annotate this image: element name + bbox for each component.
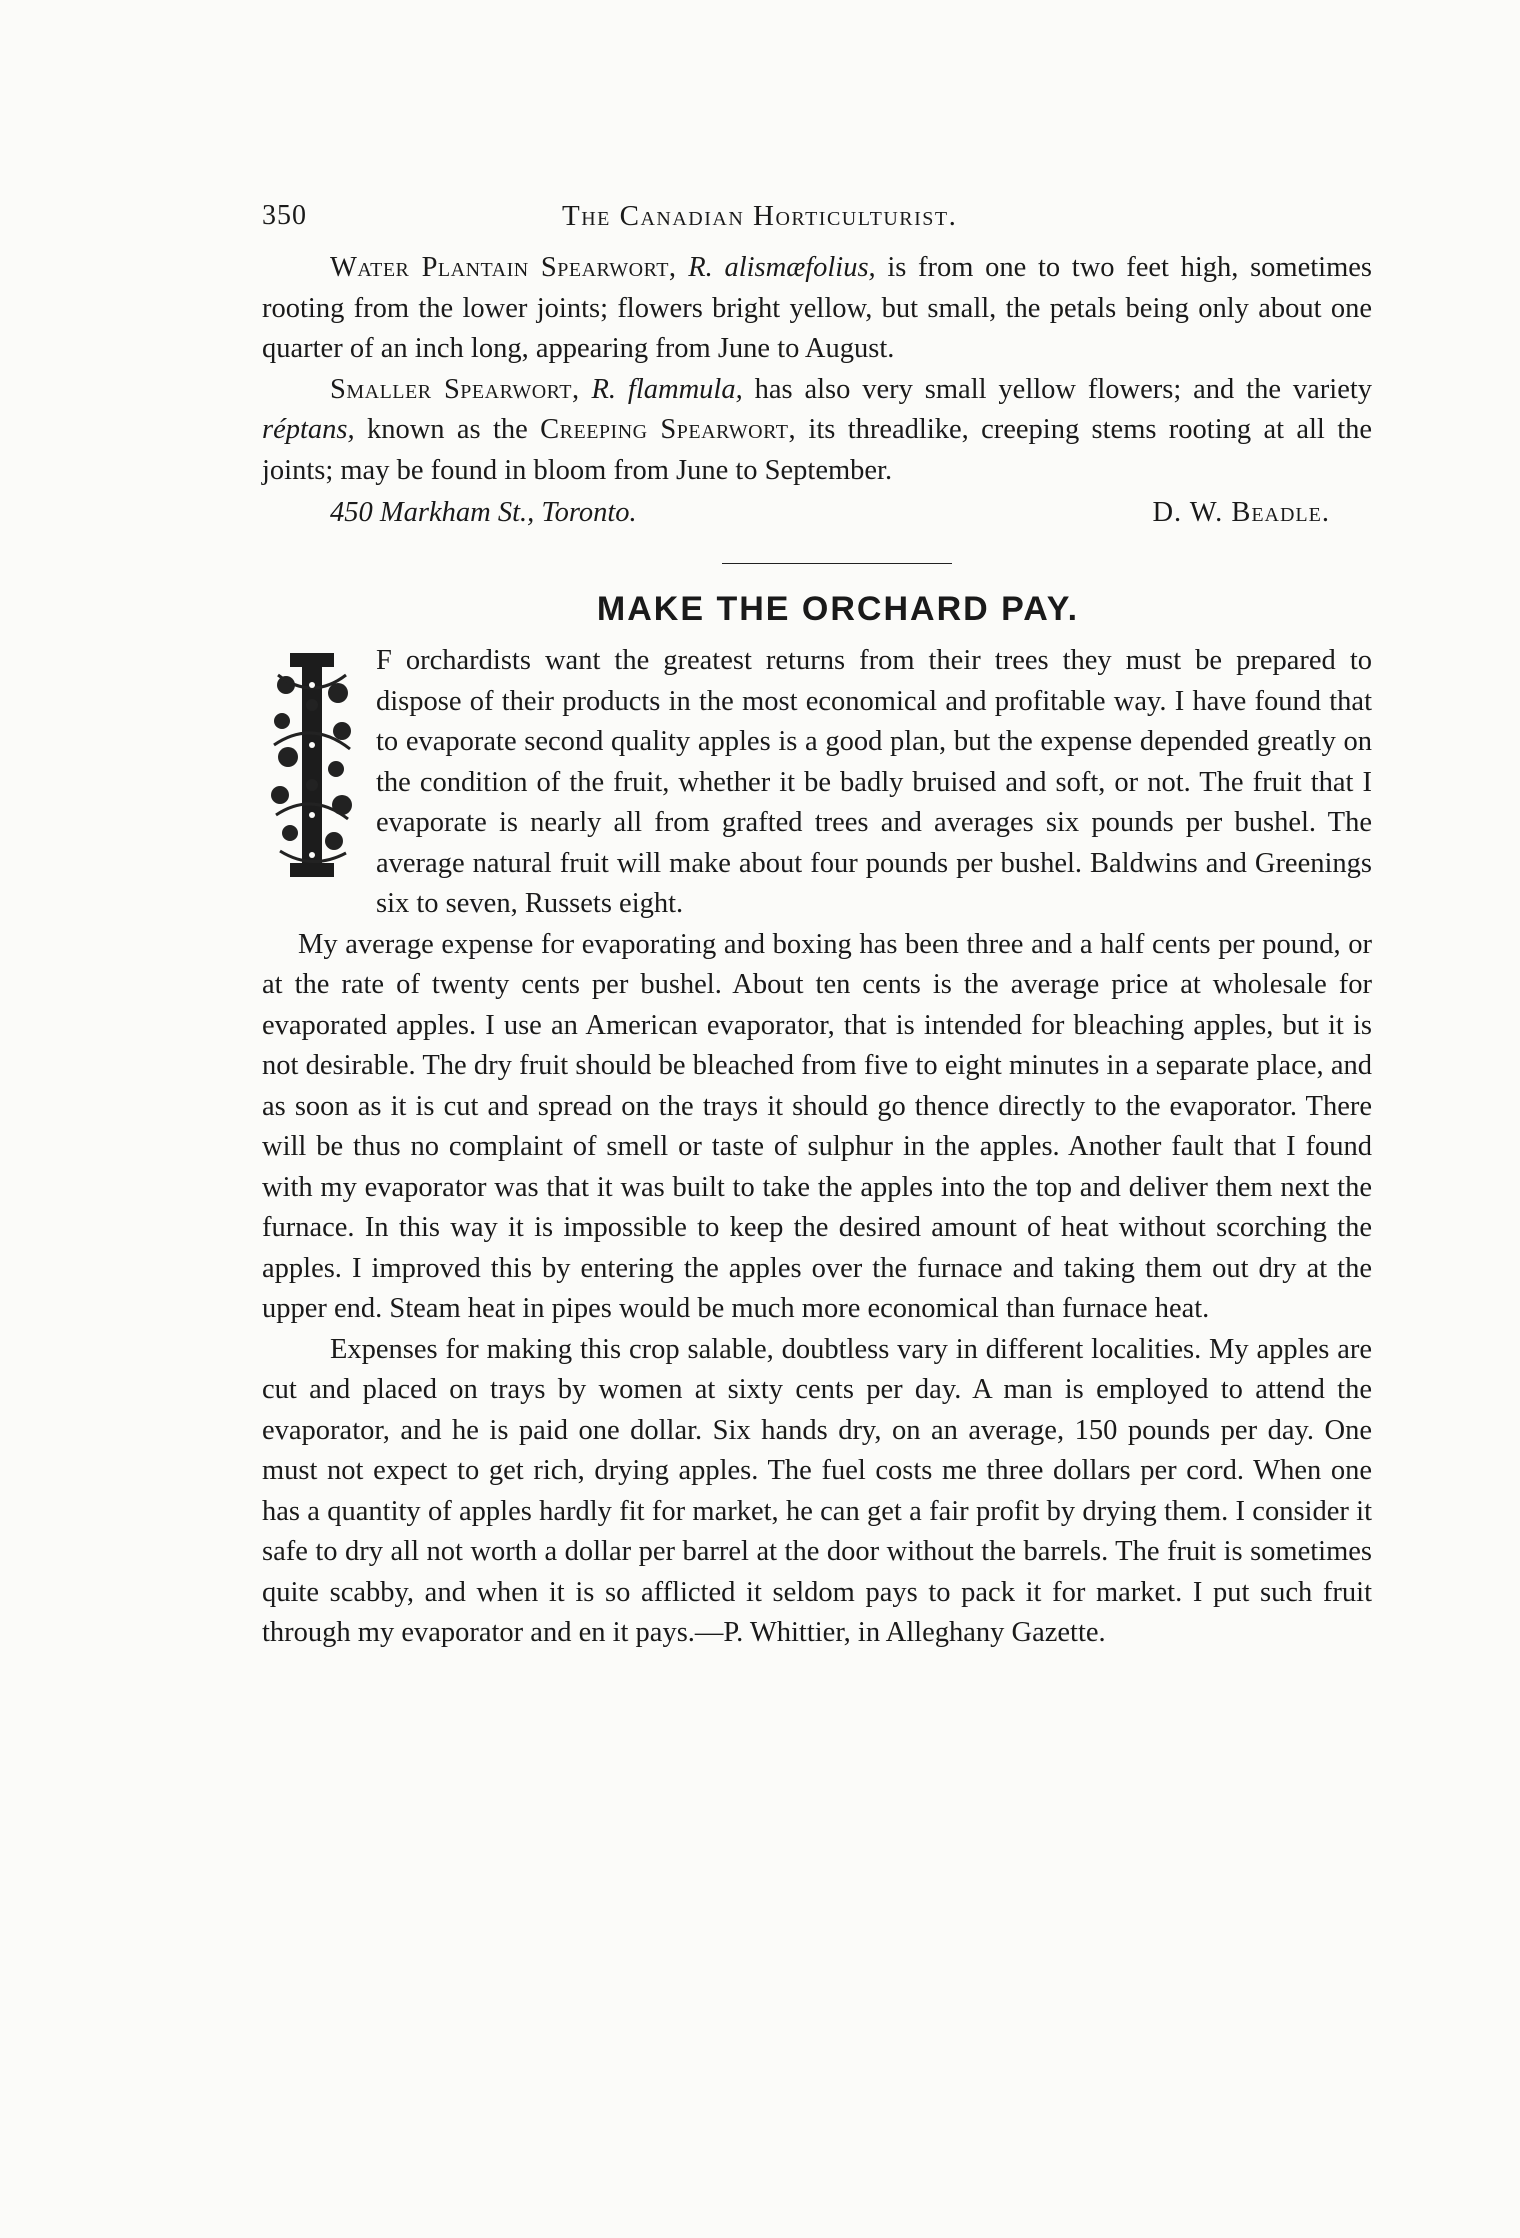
paragraph-water-plantain bbox=[262, 248, 1372, 370]
running-title: The Canadian Horticulturist. bbox=[562, 200, 958, 232]
paragraph-text: has also very small yellow flowers; and the variety bbox=[742, 373, 1373, 405]
article-intro bbox=[262, 641, 1372, 925]
paragraph-text: its threadlike, creeping stems rooting at all the joints; may be found in bloom from June to September. bbox=[262, 414, 1373, 486]
species-name: R. flammula, bbox=[591, 373, 743, 405]
book-page bbox=[262, 200, 1372, 1654]
paragraph-text: is from one to two feet high, sometimes rooting from the lower joints; flowers bright yellow, but small, the petals being only about one quarter of an inch long, appearing from June to August. bbox=[262, 252, 1372, 364]
creeping-spearwort-name: Creeping Spearwort, bbox=[540, 414, 797, 445]
signature-line bbox=[262, 497, 1372, 541]
variety-name: réptans, bbox=[262, 414, 355, 445]
paragraph-smaller-spearwort bbox=[262, 370, 1372, 492]
page-number: 350 bbox=[262, 200, 307, 231]
article-title: MAKE THE ORCHARD PAY. bbox=[596, 590, 1080, 628]
species-name: R. alismæfolius, bbox=[688, 252, 876, 283]
paragraph-3: Expenses for making this crop salable, doubtless vary in different localities. My apples are cut and placed on trays by women at sixty cents per day. A man is employed to attend the evaporator, and he is paid one dollar. Six hands dry, on an average, 150 pounds per day. One must not expect to get rich, drying apples. The fuel costs me three dollars per cord. When one has a quantity of apples hardly fit for market, he can get a fair profit by drying them. I consider it safe to dry all not worth a dollar per barrel at the door without the barrels. The fruit is sometimes quite scabby, and when it is so afflicted it seldom pays to pack it for market. I put such fruit through my evaporator and en it pays.—P. Whittier, in Alleghany Gazette. bbox=[262, 1333, 1372, 1648]
plant-name: Water Plantain Spearwort, bbox=[330, 252, 677, 283]
dropcap-ornament-icon bbox=[268, 645, 356, 885]
plant-name: Smaller Spearwort, bbox=[330, 373, 580, 405]
author-name: D. W. Beadle. bbox=[1152, 497, 1330, 528]
page-header bbox=[262, 200, 1372, 244]
ornamental-dropcap bbox=[268, 645, 356, 885]
paragraph-text: known as the bbox=[354, 414, 541, 445]
author-address: 450 Markham St., Toronto. bbox=[330, 497, 637, 528]
section-divider bbox=[722, 563, 952, 564]
paragraph-1: F orchardists want the greatest returns from their trees they must be prepared to dispose of their products in the most economical and profitable way. I have found that to evaporate second quality apples is a good plan, but the expense depended greatly on the condition of the fruit, whether it be badly bruised and soft, or not. The fruit that I evaporate is nearly all from grafted trees and averages six pounds per bushel. The average natural fruit will make about four pounds per bushel. Baldwins and Greenings six to seven, Russets eight. bbox=[376, 645, 1372, 919]
paragraph-2: My average expense for evaporating and boxing has been three and a half cents per pound, or at the rate of twenty cents per bushel. About ten cents is the average price at wholesale for evaporated apples. I use an American evaporator, that is intended for bleaching apples, but it is not desirable. The dry fruit should be bleached from five to eight minutes in a separate place, and as soon as it is cut and spread on the trays it should go thence directly to the evaporator. There will be thus no complaint of smell or taste of sulphur in the apples. Another fault that I found with my evaporator was that it was built to take the apples into the top and deliver them next the furnace. In this way it is impossible to keep the desired amount of heat without scorching the apples. I improved this by entering the apples over the furnace and taking them out dry at the upper end. Steam heat in pipes would be much more economical than furnace heat. bbox=[262, 928, 1372, 1324]
